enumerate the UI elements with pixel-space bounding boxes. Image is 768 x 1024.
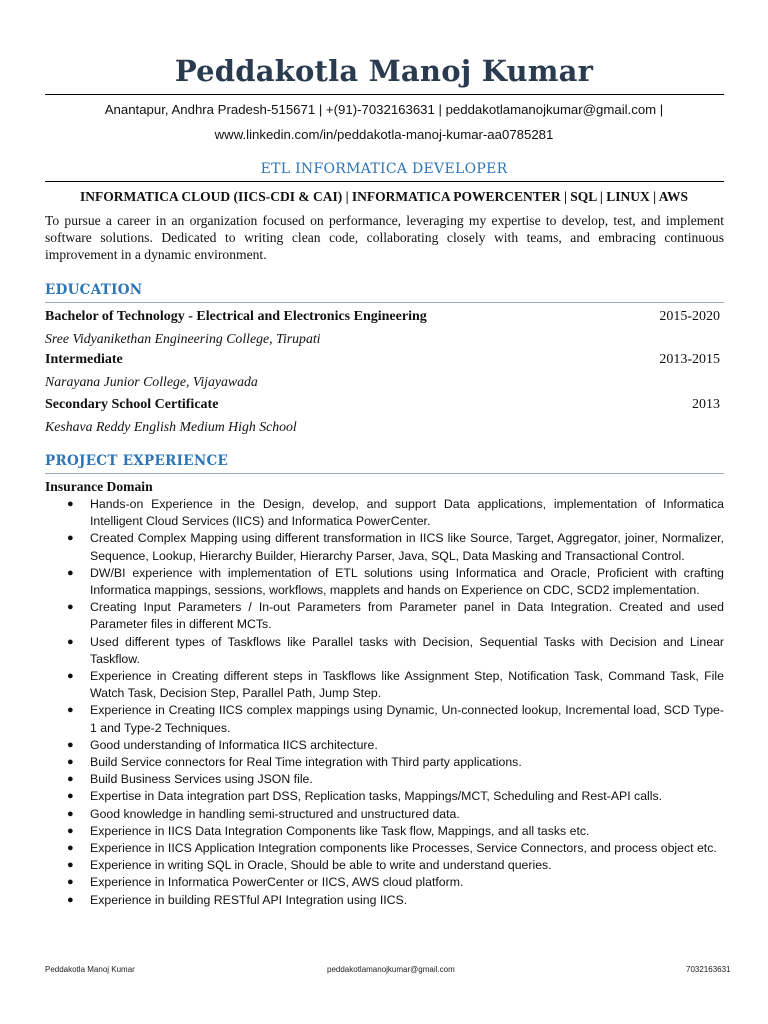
- education-years: 2013: [692, 397, 720, 412]
- list-item: ● Experience in Informatica PowerCenter or IICS, AWS cloud platform.: [45, 874, 724, 891]
- education-degree: Secondary School Certificate: [45, 397, 219, 412]
- education-entry: [45, 309, 724, 329]
- footer-email[interactable]: peddakotlamanojkumar@gmail.com: [327, 965, 455, 974]
- bullet-icon: ●: [67, 876, 74, 889]
- education-school: Keshava Reddy English Medium High School: [45, 419, 297, 434]
- job-role-title: ETL INFORMATICA DEVELOPER: [260, 161, 508, 177]
- bullet-icon: ●: [67, 807, 74, 820]
- education-years: 2013-2015: [659, 352, 720, 367]
- project-experience-heading: PROJECT EXPERIENCE: [45, 453, 229, 469]
- footer-name: Peddakotla Manoj Kumar: [45, 965, 135, 974]
- list-item: ● Used different types of Taskflows like Parallel tasks with Decision, Sequential Tasks with Decision and Linear Taskflow.: [67, 634, 724, 666]
- list-item: ● Hands-on Experience in the Design, develop, and support Data applications, implementation of Informatica Intelligent Cloud Services (IICS) and Informatica PowerCenter.: [67, 497, 724, 529]
- list-item: ● Expertise in Data integration part DSS, Replication tasks, Mappings/MCT, Scheduling and Rest-API calls.: [45, 788, 724, 805]
- bullet-icon: ●: [67, 756, 74, 769]
- bullet-icon: ●: [67, 859, 74, 872]
- list-item: ● Experience in writing SQL in Oracle, Should be able to write and understand queries.: [45, 857, 724, 874]
- bullet-icon: ●: [67, 738, 74, 751]
- footer-phone: 7032163631: [686, 965, 731, 974]
- contact-line-address: Anantapur, Andhra Pradesh-515671 | +(91)-7032163631 | peddakotlamanojkumar@gmail.com |: [104, 102, 664, 117]
- bullet-icon: ●: [67, 566, 74, 579]
- bullet-icon: ●: [67, 532, 74, 545]
- bullet-icon: ●: [67, 790, 74, 803]
- list-item: ● Created Complex Mapping using different transformation in IICS like Source, Target, Aggregator, joiner, Normalizer, Sequence, Lookup, Hierarchy Builder, Hierarchy Parser, Java, SQL, Data Masking and Transactional Control.: [67, 531, 724, 563]
- list-item: ● Experience in Creating different steps in Taskflows like Assignment Step, Notification Task, Command Task, File Watch Task, Decision Step, Parallel Path, Jump Step.: [67, 669, 724, 701]
- bullet-icon: ●: [67, 893, 74, 906]
- bullet-icon: ●: [67, 842, 74, 855]
- education-divider: [45, 302, 724, 303]
- project-bullet-list: [45, 496, 724, 909]
- education-years: 2015-2020: [659, 309, 720, 324]
- list-item: ● Creating Input Parameters / In-out Parameters from Parameter panel in Data Integration. Created and used Parameter files in different MCTs.: [67, 600, 724, 632]
- education-school: Sree Vidyanikethan Engineering College, Tirupati: [45, 331, 321, 346]
- list-item: ● DW/BI experience with implementation of ETL solutions using Informatica and Oracle, Proficient with crafting Informatica mappings, sessions, workflows, mapplets and hands on Experience on CDC, SCD2 implementation.: [67, 565, 724, 598]
- education-degree: Bachelor of Technology - Electrical and Electronics Engineering: [45, 309, 427, 324]
- list-item: ● Good knowledge in handling semi-structured and unstructured data.: [45, 806, 724, 823]
- list-item: ● Experience in IICS Data Integration Components like Task flow, Mappings, and all tasks etc.: [45, 823, 724, 840]
- bullet-icon: ●: [67, 601, 74, 614]
- header-divider: [45, 94, 724, 95]
- list-item: ● Experience in Creating IICS complex mappings using Dynamic, Un-connected lookup, Incremental load, SCD Type-1 and Type-2 Techniques.: [67, 703, 724, 735]
- list-item: ● Experience in building RESTful API Integration using IICS.: [45, 892, 724, 909]
- contact-line-linkedin[interactable]: www.linkedin.com/in/peddakotla-manoj-kumar-aa0785281: [214, 127, 554, 142]
- bullet-icon: ●: [67, 824, 74, 837]
- list-item: ● Good understanding of Informatica IICS architecture.: [45, 737, 724, 754]
- bullet-icon: ●: [67, 773, 74, 786]
- project-domain: Insurance Domain: [45, 479, 153, 494]
- skills-summary: INFORMATICA CLOUD (IICS-CDI & CAI) | INFORMATICA POWERCENTER | SQL | LINUX | AWS: [79, 189, 689, 204]
- bullet-icon: ●: [67, 635, 74, 648]
- education-heading: EDUCATION: [45, 282, 143, 298]
- project-divider: [45, 473, 724, 474]
- education-school: Narayana Junior College, Vijayawada: [45, 374, 258, 389]
- candidate-name: Peddakotla Manoj Kumar: [174, 54, 594, 88]
- list-item: ● Build Business Services using JSON file.: [45, 771, 724, 788]
- list-item: ● Build Service connectors for Real Time integration with Third party applications.: [45, 754, 724, 771]
- bullet-icon: ●: [67, 670, 74, 683]
- bullet-icon: ●: [67, 498, 74, 510]
- education-entry: [45, 352, 724, 372]
- education-entry: [45, 397, 724, 417]
- list-item: ● Experience in IICS Application Integration components like Processes, Service Connectors, and process object etc.: [45, 840, 724, 857]
- bullet-icon: ●: [67, 704, 74, 717]
- education-degree: Intermediate: [45, 352, 123, 367]
- career-objective: To pursue a career in an organization focused on performance, leveraging my expertise to develop, test, and implement software solutions. Dedicated to writing clean code, collaborating closely with teams, and embracing continuous improvement in a dynamic environment.: [45, 213, 724, 262]
- role-divider: [45, 181, 724, 182]
